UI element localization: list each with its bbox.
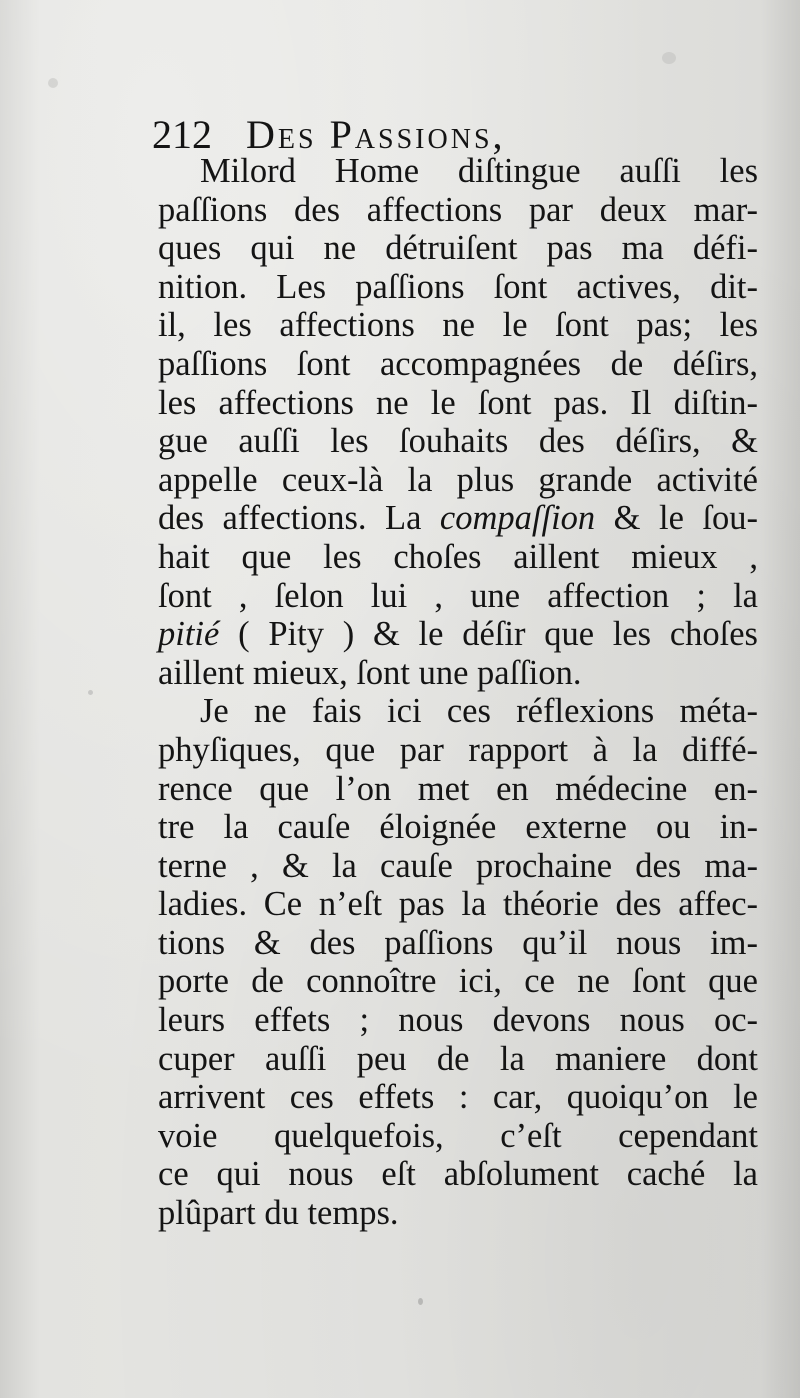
paragraph-2 <box>158 692 758 1232</box>
text-line: voie quelquefois, c’eſt cependant <box>158 1116 758 1155</box>
paragraph-1 <box>158 152 758 692</box>
text-line-with-italic <box>158 499 758 538</box>
text-segment: des affections. La <box>158 499 440 538</box>
text-line: plûpart du temps. <box>158 1194 399 1233</box>
text-line: hait que les choſes aillent mieux , <box>158 537 758 576</box>
text-line: tions & des paſſions qu’il nous im- <box>158 923 758 962</box>
text-line: porte de connoître ici, ce ne ſont que <box>158 962 758 1001</box>
italic-term-pitie: pitié <box>158 615 220 654</box>
text-line: Je ne fais ici ces réflexions méta- <box>200 692 758 731</box>
scan-speck <box>418 1298 423 1305</box>
text-line: il, les affections ne le ſont pas; les <box>158 306 758 345</box>
page-number: 212 <box>152 112 212 157</box>
running-head: Des Passions, <box>246 112 506 157</box>
text-line: cuper auſſi peu de la maniere dont <box>158 1039 758 1078</box>
scan-speck <box>662 52 676 64</box>
text-line: rence que l’on met en médecine en- <box>158 769 758 808</box>
text-segment: & le ſou- <box>595 499 758 538</box>
text-line: nition. Les paſſions ſont actives, dit- <box>158 267 758 306</box>
text-line: Milord Home diſtingue auſſi les <box>200 152 758 190</box>
text-line: ce qui nous eſt abſolument caché la <box>158 1155 758 1194</box>
text-line: ſont , ſelon lui , une affection ; la <box>158 576 758 615</box>
italic-term-compassion: compaſſion <box>439 499 596 538</box>
text-line: phyſiques, que par rapport à la diffé- <box>158 730 758 769</box>
text-line: gue auſſi les ſouhaits des déſirs, & <box>158 422 758 461</box>
text-line: paſſions ſont accompagnées de déſirs, <box>158 344 758 383</box>
text-line-with-italic <box>158 615 758 654</box>
scan-speck <box>88 690 93 695</box>
text-line: ques qui ne détruiſent pas ma défi- <box>158 229 758 268</box>
text-line: les affections ne le ſont pas. Il diſtin- <box>158 383 758 422</box>
text-line: paſſions des affections par deux mar- <box>158 190 758 229</box>
text-line: ladies. Ce n’eſt pas la théorie des affec- <box>158 885 758 924</box>
scan-speck <box>48 78 58 88</box>
text-line: leurs effets ; nous devons nous oc- <box>158 1001 758 1040</box>
text-line: arrivent ces effets : car, quoiqu’on le <box>158 1078 758 1117</box>
text-segment: ( Pity ) & le déſir que les choſes <box>219 615 758 654</box>
text-line: tre la cauſe éloignée externe ou in- <box>158 808 758 847</box>
text-line: aillent mieux, ſont une paſſion. <box>158 653 582 692</box>
body-text <box>158 152 758 1233</box>
text-line: terne , & la cauſe prochaine des ma- <box>158 846 758 885</box>
text-line: appelle ceux-là la plus grande activité <box>158 460 758 499</box>
